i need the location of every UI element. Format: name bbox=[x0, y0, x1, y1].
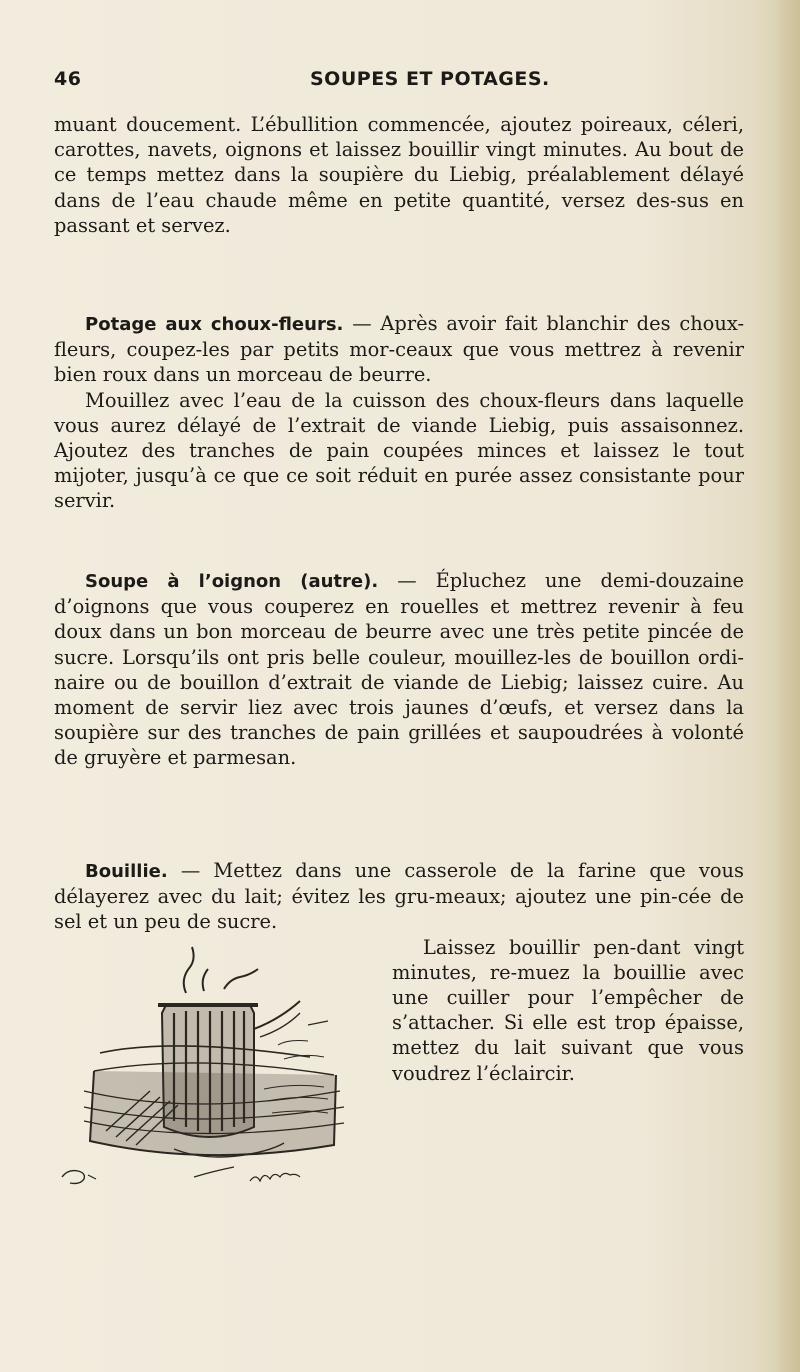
choux-fleurs-paragraph-1 bbox=[54, 311, 744, 388]
oignon-paragraph bbox=[54, 568, 744, 771]
bouillie-paragraph-1 bbox=[54, 858, 744, 935]
boiling-pot-engraving-icon bbox=[54, 941, 374, 1193]
page-number: 46 bbox=[54, 68, 82, 90]
recipe-title: Soupe à l’oignon (autre). bbox=[85, 571, 379, 592]
recipe-text: — Mettez dans une casserole de la farine que vous délayerez avec du lait; évitez les gru-meaux; ajoutez une pin-cée de sel et un peu de sucre. bbox=[54, 859, 744, 934]
recipe-title: Bouillie. bbox=[85, 861, 168, 882]
page-edge-shadow bbox=[774, 0, 800, 1372]
running-head: SOUPES ET POTAGES. bbox=[310, 68, 550, 90]
recipe-text: — Épluchez une demi-douzaine d’oignons que vous couperez en rouelles et mettrez revenir à feu doux dans un bon morceau de beurre avec une très petite pincée de sucre. Lorsqu’ils ont pris belle couleur, mouillez-les de bouillon ordi-naire ou de bouillon d’extrait de viande de Liebig; laissez cuire. Au moment de servir liez avec trois jaunes d’œufs, et versez dans la soupière sur des tranches de pain grillées et saupoudrées à volonté de gruyère et parmesan. bbox=[54, 569, 744, 770]
page-header bbox=[54, 68, 744, 94]
illustration-boiling-pot bbox=[54, 941, 374, 1193]
recipe-text: — Après avoir fait blanchir des choux-fleurs, coupez-les par petits mor-ceaux que vous mettrez à revenir bien roux dans un morceau de beurre. bbox=[54, 312, 744, 387]
recipe-soupe-oignon bbox=[54, 568, 744, 771]
recipe-bouillie bbox=[54, 858, 744, 1197]
recipe-continuation bbox=[54, 112, 744, 238]
recipe-potage-choux-fleurs bbox=[54, 311, 744, 514]
bouillie-paragraph-2: Laissez bouillir pen-dant vingt minutes, re-muez la bouillie avec une cuiller pour l’empêcher de s’attacher. Si elle est trop épaisse, mettez du lait suivant que vous voudrez l’éclaircir. bbox=[392, 935, 744, 1085]
choux-fleurs-paragraph-2: Mouillez avec l’eau de la cuisson des choux-fleurs dans laquelle vous aurez délayé de l’extrait de viande Liebig, puis assaisonnez. Ajoutez des tranches de pain coupées minces et laissez le tout mijoter, jusqu’à ce que ce soit réduit en purée assez consistante pour servir. bbox=[54, 388, 744, 513]
recipe-title: Potage aux choux-fleurs. bbox=[85, 314, 344, 335]
continuation-paragraph: muant doucement. L’ébullition commencée, ajoutez poireaux, céleri, carottes, navets, oignons et laissez bouillir vingt minutes. Au bout de ce temps mettez dans la soupière du Liebig, préalablement délayé dans de l’eau chaude même en petite quantité, versez des-sus en passant et servez. bbox=[54, 113, 744, 237]
